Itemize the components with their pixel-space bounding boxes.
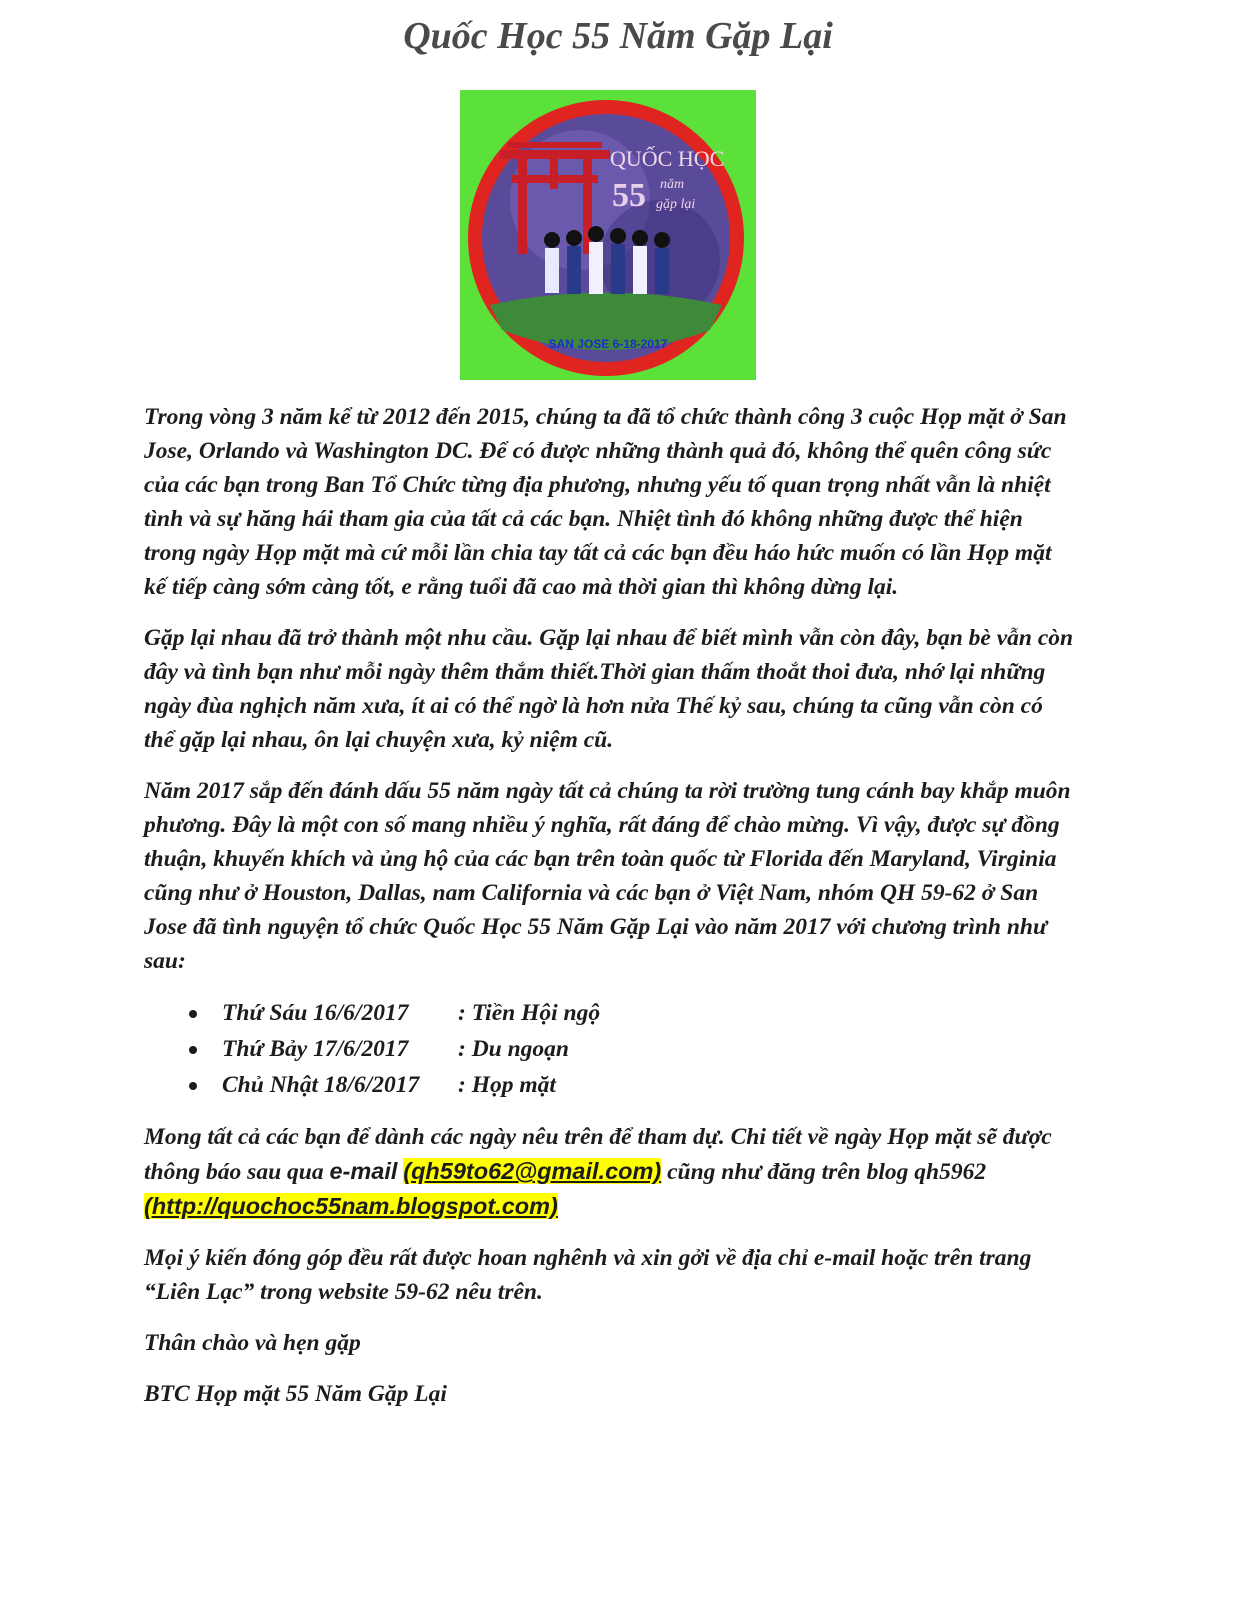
signature: BTC Họp mặt 55 Năm Gặp Lại [144,1381,447,1407]
reunion-logo [460,90,756,380]
schedule-item [144,1031,1074,1067]
logo-line2: năm [660,177,685,192]
p4-email-word: e-mail [329,1158,398,1184]
schedule-day: Thứ Bảy 17/6/2017 [222,1036,409,1062]
schedule-event: : Du ngoạn [458,1036,570,1062]
letter-body [144,400,1074,1428]
email-link[interactable]: (qh59to62@gmail.com) [403,1158,662,1184]
logo-line3: gặp lại [656,197,696,212]
page-title: Quốc Học 55 Năm Gặp Lại [403,15,833,57]
logo-line1: QUỐC HỌC [610,146,725,171]
schedule-item [144,995,1074,1031]
schedule-day: Thứ Sáu 16/6/2017 [222,1000,409,1026]
blog-link[interactable]: (http://quochoc55nam.blogspot.com) [144,1193,558,1219]
paragraph-4 [144,1120,1074,1224]
logo-number: 55 [612,177,646,214]
p4-intro: Mong tất cả các bạn để dành các ngày nêu trên để tham dự. Chi tiết về ngày Họp mặt sẽ được thông báo sau qua [144,1124,1052,1185]
paragraph-3: Năm 2017 sắp đến đánh dấu 55 năm ngày tất cả chúng ta rời trường tung cánh bay khắp muôn phương. Đây là một con số mang nhiều ý nghĩa, rất đáng để chào mừng. Vì vậy, được sự đồng thuận, khuyến khích và ủng hộ của các bạn trên toàn quốc từ Florida đến Maryland, Virginia cũng như ở Houston, Dallas, nam California và các bạn ở Việt Nam, nhóm QH 59-62 ở San Jose đã tình nguyện tổ chức Quốc Học 55 Năm Gặp Lại vào năm 2017 với chương trình như sau: [144,778,1071,974]
logo-footer: SAN JOSE 6-18-2017 [548,337,668,351]
paragraph-2: Gặp lại nhau đã trở thành một nhu cầu. Gặp lại nhau để biết mình vẫn còn đây, bạn bè vẫn còn đây và tình bạn như mỗi ngày thêm thắm thiết.Thời gian thấm thoắt thoi đưa, nhớ lại những ngày đùa nghịch năm xưa, ít ai có thể ngờ là hơn nửa Thế kỷ sau, chúng ta cũng vẫn còn có thể gặp lại nhau, ôn lại chuyện xưa, kỷ niệm cũ. [144,625,1074,753]
schedule-list [144,995,1074,1103]
schedule-item [144,1067,1074,1103]
paragraph-5: Mọi ý kiến đóng góp đều rất được hoan nghênh và xin gởi về địa chỉ e-mail hoặc trên trang “Liên Lạc” trong website 59-62 nêu trên. [144,1245,1032,1305]
schedule-event: : Họp mặt [458,1072,556,1098]
schedule-event: : Tiền Hội ngộ [458,1000,601,1026]
schedule-day: Chủ Nhật 18/6/2017 [222,1072,420,1098]
paragraph-1: Trong vòng 3 năm kể từ 2012 đến 2015, chúng ta đã tổ chức thành công 3 cuộc Họp mặt ở San Jose, Orlando và Washington DC. Để có được những thành quả đó, không thể quên công sức của các bạn trong Ban Tổ Chức từng địa phương, nhưng yếu tố quan trọng nhất vẫn là nhiệt tình và sự hăng hái tham gia của tất cả các bạn. Nhiệt tình đó không những được thể hiện trong ngày Họp mặt mà cứ mỗi lần chia tay tất cả các bạn đều háo hức muốn có lần Họp mặt kế tiếp càng sớm càng tốt, e rằng tuổi đã cao mà thời gian thì không dừng lại. [144,404,1067,600]
p4-middle: cũng như đăng trên blog qh5962 [661,1159,987,1185]
paragraph-6: Thân chào và hẹn gặp [144,1330,361,1356]
